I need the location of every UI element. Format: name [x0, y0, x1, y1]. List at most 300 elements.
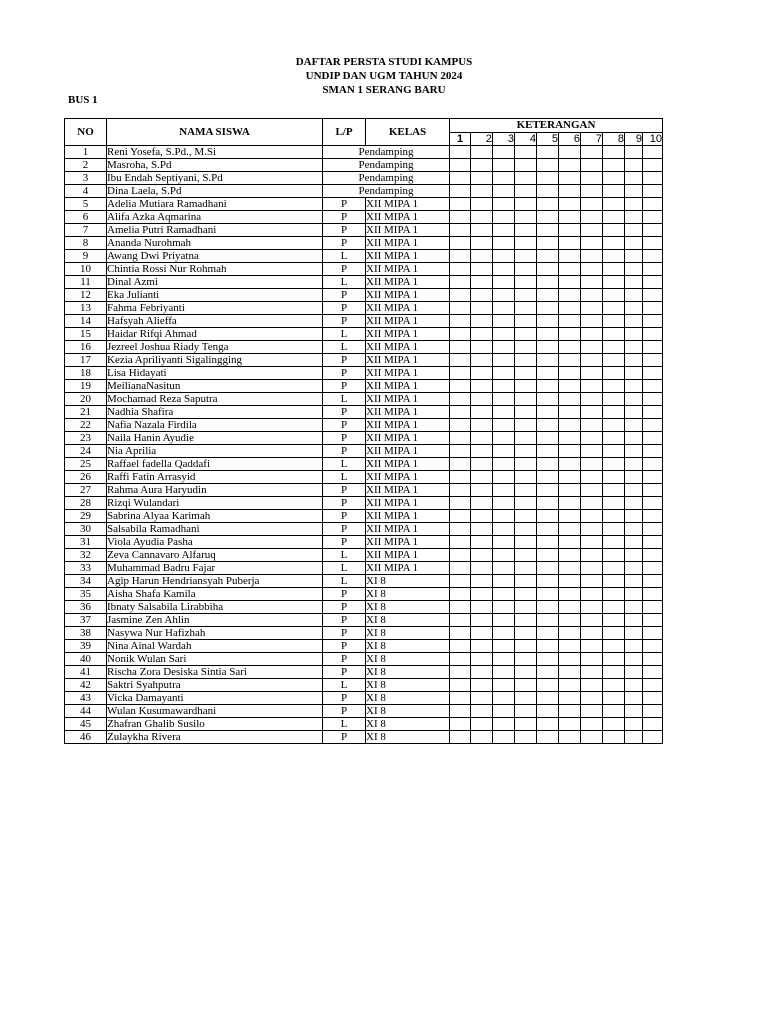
keterangan-cell — [603, 354, 625, 367]
keterangan-cell — [603, 302, 625, 315]
keterangan-cell — [581, 562, 603, 575]
row-number: 37 — [65, 614, 107, 627]
keterangan-cell — [493, 627, 515, 640]
keterangan-number: 8 — [603, 132, 625, 146]
keterangan-cell — [493, 159, 515, 172]
keterangan-cell — [515, 406, 537, 419]
keterangan-cell — [471, 562, 493, 575]
class-cell: XI 8 — [366, 705, 450, 718]
class-cell: XII MIPA 1 — [366, 445, 450, 458]
keterangan-cell — [515, 393, 537, 406]
keterangan-cell — [559, 328, 581, 341]
gender-cell: L — [323, 341, 366, 354]
row-number: 2 — [65, 159, 107, 172]
gender-cell: P — [323, 536, 366, 549]
row-number: 23 — [65, 432, 107, 445]
keterangan-cell — [625, 614, 643, 627]
keterangan-cell — [625, 523, 643, 536]
keterangan-cell — [537, 276, 559, 289]
keterangan-cell — [603, 523, 625, 536]
keterangan-cell — [537, 419, 559, 432]
keterangan-cell — [559, 276, 581, 289]
keterangan-cell — [471, 328, 493, 341]
student-name: Kezia Apriliyanti Sigalingging — [107, 354, 323, 367]
keterangan-cell — [559, 562, 581, 575]
row-number: 41 — [65, 666, 107, 679]
keterangan-cell — [493, 536, 515, 549]
gender-cell: P — [323, 419, 366, 432]
keterangan-cell — [515, 458, 537, 471]
gender-cell: L — [323, 276, 366, 289]
keterangan-cell — [493, 367, 515, 380]
keterangan-cell — [643, 549, 663, 562]
keterangan-cell — [625, 185, 643, 198]
keterangan-cell — [471, 549, 493, 562]
student-name: Nasywa Nur Hafizhah — [107, 627, 323, 640]
keterangan-cell — [450, 536, 471, 549]
keterangan-cell — [537, 445, 559, 458]
keterangan-cell — [643, 341, 663, 354]
keterangan-cell — [537, 159, 559, 172]
gender-cell: P — [323, 640, 366, 653]
keterangan-cell — [493, 302, 515, 315]
table-row — [65, 679, 663, 692]
keterangan-cell — [559, 627, 581, 640]
keterangan-cell — [603, 445, 625, 458]
table-row — [65, 627, 663, 640]
table-row — [65, 406, 663, 419]
keterangan-cell — [515, 640, 537, 653]
table-row — [65, 705, 663, 718]
keterangan-cell — [603, 718, 625, 731]
keterangan-cell — [450, 666, 471, 679]
student-name: Hafsyah Alieffa — [107, 315, 323, 328]
keterangan-number: 7 — [581, 132, 603, 146]
keterangan-cell — [581, 471, 603, 484]
bus-label: BUS 1 — [68, 94, 98, 106]
keterangan-cell — [471, 731, 493, 744]
table-row — [65, 653, 663, 666]
keterangan-cell — [625, 445, 643, 458]
student-name: Eka Julianti — [107, 289, 323, 302]
table-row — [65, 471, 663, 484]
keterangan-cell — [603, 315, 625, 328]
keterangan-cell — [625, 315, 643, 328]
keterangan-cell — [493, 484, 515, 497]
keterangan-cell — [450, 289, 471, 302]
keterangan-cell — [493, 458, 515, 471]
keterangan-cell — [471, 250, 493, 263]
keterangan-cell — [559, 380, 581, 393]
keterangan-cell — [603, 731, 625, 744]
table-row — [65, 536, 663, 549]
student-name: Lisa Hidayati — [107, 367, 323, 380]
keterangan-cell — [515, 536, 537, 549]
table-row — [65, 588, 663, 601]
keterangan-cell — [643, 289, 663, 302]
class-cell: XII MIPA 1 — [366, 237, 450, 250]
student-name: Nia Aprilia — [107, 445, 323, 458]
gender-cell: P — [323, 211, 366, 224]
table-row — [65, 146, 663, 159]
keterangan-cell — [643, 471, 663, 484]
keterangan-cell — [471, 419, 493, 432]
keterangan-cell — [493, 198, 515, 211]
row-number: 1 — [65, 146, 107, 159]
keterangan-cell — [581, 289, 603, 302]
keterangan-cell — [515, 523, 537, 536]
keterangan-cell — [471, 640, 493, 653]
keterangan-cell — [537, 666, 559, 679]
keterangan-cell — [581, 185, 603, 198]
keterangan-cell — [493, 679, 515, 692]
student-name: Dina Laela, S.Pd — [107, 185, 323, 198]
keterangan-cell — [537, 328, 559, 341]
gender-cell: P — [323, 263, 366, 276]
keterangan-cell — [471, 237, 493, 250]
keterangan-cell — [537, 211, 559, 224]
keterangan-cell — [603, 653, 625, 666]
col-header-kelas: KELAS — [366, 119, 450, 146]
keterangan-cell — [450, 640, 471, 653]
keterangan-cell — [493, 328, 515, 341]
student-name: Fahma Febriyanti — [107, 302, 323, 315]
table-row — [65, 445, 663, 458]
keterangan-cell — [559, 406, 581, 419]
keterangan-cell — [559, 198, 581, 211]
keterangan-cell — [625, 302, 643, 315]
keterangan-cell — [493, 549, 515, 562]
row-number: 44 — [65, 705, 107, 718]
keterangan-cell — [493, 146, 515, 159]
keterangan-cell — [515, 341, 537, 354]
document-title — [0, 55, 768, 97]
keterangan-cell — [581, 627, 603, 640]
keterangan-cell — [625, 575, 643, 588]
keterangan-cell — [603, 458, 625, 471]
keterangan-cell — [537, 432, 559, 445]
gender-cell: P — [323, 315, 366, 328]
keterangan-cell — [625, 328, 643, 341]
keterangan-cell — [625, 471, 643, 484]
table-row — [65, 198, 663, 211]
gender-cell: P — [323, 237, 366, 250]
keterangan-cell — [515, 588, 537, 601]
keterangan-cell — [515, 419, 537, 432]
keterangan-cell — [515, 601, 537, 614]
keterangan-cell — [625, 250, 643, 263]
keterangan-cell — [450, 341, 471, 354]
row-number: 33 — [65, 562, 107, 575]
keterangan-cell — [603, 497, 625, 510]
keterangan-cell — [471, 185, 493, 198]
keterangan-cell — [515, 198, 537, 211]
keterangan-cell — [471, 536, 493, 549]
keterangan-cell — [643, 380, 663, 393]
table-row — [65, 211, 663, 224]
table-row — [65, 276, 663, 289]
keterangan-cell — [471, 718, 493, 731]
keterangan-cell — [471, 458, 493, 471]
keterangan-cell — [493, 250, 515, 263]
keterangan-cell — [515, 692, 537, 705]
keterangan-cell — [559, 159, 581, 172]
keterangan-cell — [450, 445, 471, 458]
student-name: Raffael fadella Qaddafi — [107, 458, 323, 471]
keterangan-cell — [471, 276, 493, 289]
row-number: 31 — [65, 536, 107, 549]
keterangan-cell — [625, 666, 643, 679]
table-row — [65, 432, 663, 445]
keterangan-cell — [625, 172, 643, 185]
keterangan-cell — [515, 445, 537, 458]
keterangan-cell — [643, 276, 663, 289]
keterangan-cell — [471, 523, 493, 536]
keterangan-cell — [493, 406, 515, 419]
keterangan-cell — [643, 562, 663, 575]
keterangan-cell — [581, 302, 603, 315]
keterangan-cell — [643, 432, 663, 445]
keterangan-cell — [581, 146, 603, 159]
keterangan-cell — [537, 185, 559, 198]
keterangan-cell — [471, 159, 493, 172]
keterangan-cell — [581, 666, 603, 679]
keterangan-cell — [450, 302, 471, 315]
keterangan-cell — [471, 289, 493, 302]
gender-cell: P — [323, 380, 366, 393]
class-cell: XII MIPA 1 — [366, 367, 450, 380]
keterangan-cell — [559, 458, 581, 471]
row-number: 45 — [65, 718, 107, 731]
keterangan-cell — [450, 705, 471, 718]
keterangan-cell — [493, 497, 515, 510]
keterangan-cell — [471, 380, 493, 393]
keterangan-cell — [493, 354, 515, 367]
col-header-name: NAMA SISWA — [107, 119, 323, 146]
keterangan-cell — [581, 263, 603, 276]
keterangan-cell — [559, 224, 581, 237]
class-cell: XI 8 — [366, 692, 450, 705]
student-name: Viola Ayudia Pasha — [107, 536, 323, 549]
keterangan-cell — [559, 185, 581, 198]
keterangan-cell — [603, 289, 625, 302]
student-name: Ibu Endah Septiyani, S.Pd — [107, 172, 323, 185]
keterangan-cell — [515, 510, 537, 523]
row-number: 40 — [65, 653, 107, 666]
gender-cell: P — [323, 705, 366, 718]
gender-cell: P — [323, 302, 366, 315]
table-row — [65, 185, 663, 198]
student-name: Nina Ainal Wardah — [107, 640, 323, 653]
student-name: Reni Yosefa, S.Pd., M.Si — [107, 146, 323, 159]
keterangan-cell — [537, 640, 559, 653]
keterangan-cell — [643, 497, 663, 510]
row-number: 16 — [65, 341, 107, 354]
keterangan-cell — [471, 484, 493, 497]
keterangan-cell — [625, 367, 643, 380]
keterangan-cell — [450, 484, 471, 497]
keterangan-cell — [581, 328, 603, 341]
keterangan-cell — [559, 575, 581, 588]
row-number: 10 — [65, 263, 107, 276]
keterangan-cell — [603, 614, 625, 627]
gender-cell: P — [323, 627, 366, 640]
keterangan-cell — [450, 328, 471, 341]
keterangan-cell — [471, 471, 493, 484]
keterangan-cell — [581, 484, 603, 497]
row-number: 27 — [65, 484, 107, 497]
keterangan-cell — [625, 406, 643, 419]
keterangan-cell — [450, 367, 471, 380]
keterangan-cell — [471, 341, 493, 354]
keterangan-cell — [515, 497, 537, 510]
keterangan-cell — [625, 159, 643, 172]
student-name: Aisha Shafa Kamila — [107, 588, 323, 601]
keterangan-cell — [581, 276, 603, 289]
roster-body — [65, 146, 663, 744]
keterangan-cell — [515, 263, 537, 276]
keterangan-cell — [537, 692, 559, 705]
keterangan-cell — [450, 419, 471, 432]
row-number: 13 — [65, 302, 107, 315]
keterangan-cell — [581, 172, 603, 185]
gender-cell: P — [323, 666, 366, 679]
keterangan-cell — [625, 549, 643, 562]
keterangan-cell — [643, 705, 663, 718]
table-row — [65, 380, 663, 393]
keterangan-cell — [493, 588, 515, 601]
class-cell: XII MIPA 1 — [366, 471, 450, 484]
keterangan-cell — [471, 679, 493, 692]
gender-cell: P — [323, 406, 366, 419]
keterangan-cell — [471, 666, 493, 679]
keterangan-cell — [493, 601, 515, 614]
keterangan-cell — [450, 237, 471, 250]
keterangan-cell — [537, 354, 559, 367]
class-cell: XII MIPA 1 — [366, 354, 450, 367]
keterangan-cell — [515, 276, 537, 289]
keterangan-cell — [603, 159, 625, 172]
student-name: Vicka Damayanti — [107, 692, 323, 705]
keterangan-cell — [450, 263, 471, 276]
keterangan-cell — [450, 185, 471, 198]
class-cell: XII MIPA 1 — [366, 224, 450, 237]
class-cell: XI 8 — [366, 640, 450, 653]
keterangan-cell — [625, 237, 643, 250]
gender-cell: L — [323, 250, 366, 263]
col-header-keterangan: KETERANGAN — [450, 119, 663, 133]
keterangan-cell — [493, 172, 515, 185]
row-number: 8 — [65, 237, 107, 250]
keterangan-cell — [450, 510, 471, 523]
keterangan-cell — [471, 575, 493, 588]
keterangan-cell — [603, 250, 625, 263]
student-name: Jezreel Joshua Riady Tenga — [107, 341, 323, 354]
keterangan-cell — [493, 510, 515, 523]
keterangan-cell — [537, 562, 559, 575]
keterangan-cell — [471, 406, 493, 419]
class-cell: XII MIPA 1 — [366, 263, 450, 276]
keterangan-cell — [493, 562, 515, 575]
keterangan-cell — [493, 575, 515, 588]
keterangan-cell — [625, 432, 643, 445]
keterangan-cell — [581, 523, 603, 536]
class-cell: XII MIPA 1 — [366, 289, 450, 302]
class-cell: XII MIPA 1 — [366, 393, 450, 406]
keterangan-cell — [603, 679, 625, 692]
student-name: Saktri Syahputra — [107, 679, 323, 692]
keterangan-cell — [581, 549, 603, 562]
row-number: 7 — [65, 224, 107, 237]
keterangan-cell — [559, 367, 581, 380]
keterangan-cell — [515, 315, 537, 328]
row-number: 28 — [65, 497, 107, 510]
col-header-lp: L/P — [323, 119, 366, 146]
student-name: Ibnaty Salsabila Lirabbiha — [107, 601, 323, 614]
row-number: 36 — [65, 601, 107, 614]
keterangan-cell — [559, 653, 581, 666]
keterangan-cell — [625, 354, 643, 367]
keterangan-cell — [559, 315, 581, 328]
keterangan-cell — [537, 250, 559, 263]
keterangan-cell — [471, 445, 493, 458]
keterangan-cell — [515, 237, 537, 250]
keterangan-cell — [603, 276, 625, 289]
keterangan-cell — [625, 536, 643, 549]
keterangan-cell — [450, 159, 471, 172]
keterangan-cell — [515, 731, 537, 744]
keterangan-cell — [559, 640, 581, 653]
keterangan-cell — [643, 263, 663, 276]
keterangan-cell — [450, 653, 471, 666]
keterangan-cell — [603, 692, 625, 705]
keterangan-cell — [515, 705, 537, 718]
keterangan-cell — [603, 406, 625, 419]
class-cell: XII MIPA 1 — [366, 458, 450, 471]
row-number: 12 — [65, 289, 107, 302]
row-number: 15 — [65, 328, 107, 341]
gender-cell: P — [323, 354, 366, 367]
student-name: Zeva Cannavaro Alfaruq — [107, 549, 323, 562]
keterangan-cell — [581, 692, 603, 705]
keterangan-cell — [643, 328, 663, 341]
keterangan-cell — [515, 354, 537, 367]
keterangan-cell — [515, 172, 537, 185]
keterangan-cell — [559, 510, 581, 523]
table-row — [65, 393, 663, 406]
class-cell: XI 8 — [366, 666, 450, 679]
keterangan-cell — [643, 367, 663, 380]
class-cell: XII MIPA 1 — [366, 432, 450, 445]
keterangan-cell — [625, 718, 643, 731]
keterangan-cell — [625, 380, 643, 393]
table-row — [65, 640, 663, 653]
keterangan-cell — [603, 185, 625, 198]
row-number: 38 — [65, 627, 107, 640]
keterangan-cell — [537, 588, 559, 601]
keterangan-cell — [471, 588, 493, 601]
class-cell: XII MIPA 1 — [366, 211, 450, 224]
keterangan-number: 1 — [450, 132, 471, 146]
student-name: Nafia Nazala Firdila — [107, 419, 323, 432]
table-row — [65, 497, 663, 510]
keterangan-cell — [471, 393, 493, 406]
keterangan-cell — [603, 237, 625, 250]
keterangan-cell — [471, 601, 493, 614]
gender-cell: L — [323, 575, 366, 588]
keterangan-cell — [515, 484, 537, 497]
keterangan-cell — [625, 276, 643, 289]
